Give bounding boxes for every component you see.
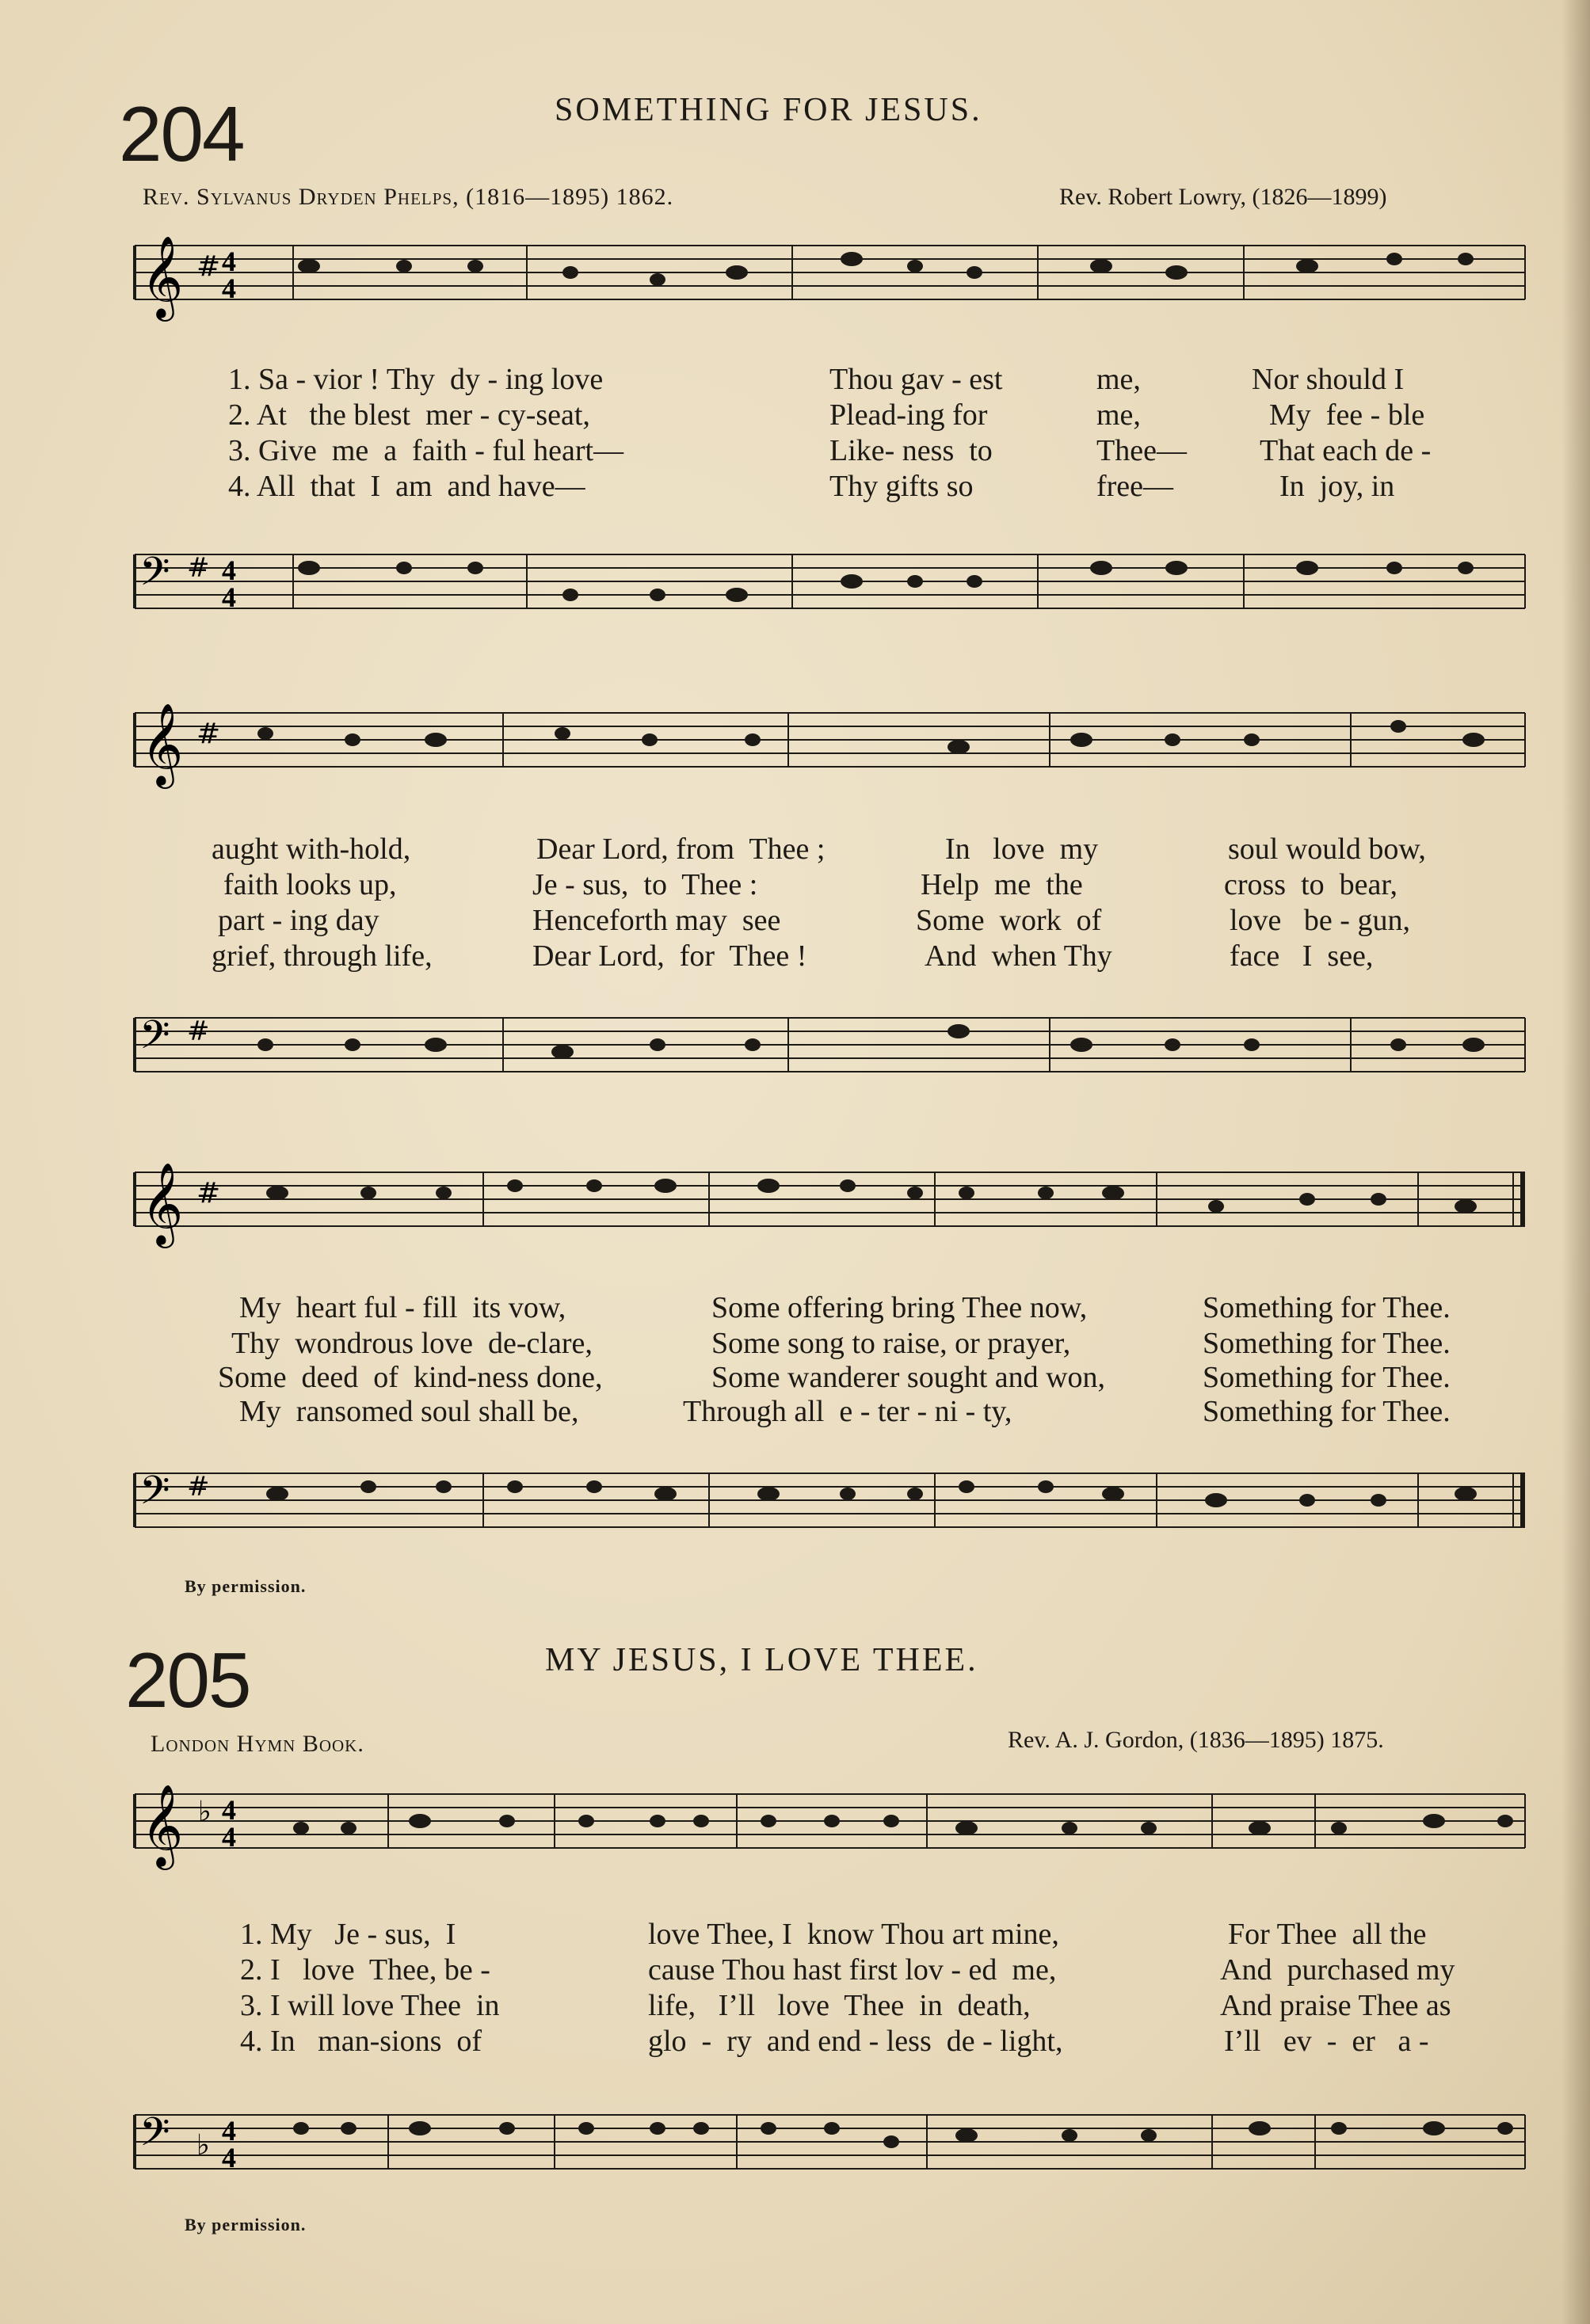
hymn-204-verse-4-line-1d: In joy, in <box>1279 470 1395 503</box>
hymn-204-verse-1-line-1a: 1. Sa - vior ! Thy dy - ing love <box>228 363 604 396</box>
hymn-204-permission: By permission. <box>185 1576 307 1596</box>
hymn-204-verse-3-line-3c: Something for Thee. <box>1203 1361 1451 1394</box>
hymn-204-verse-2-line-3c: Something for Thee. <box>1203 1327 1451 1360</box>
hymn-205-verse-4-b: glo - ry and end - less de - light, <box>648 2025 1063 2058</box>
hymn-204-verse-3-line-1c: Thee— <box>1096 434 1187 467</box>
hymn-204-title: SOMETHING FOR JESUS. <box>555 92 982 128</box>
svg-text:4: 4 <box>222 554 236 586</box>
hymn-204-verse-2-line-1d: My fee - ble <box>1269 398 1425 432</box>
hymn-204-verse-1-line-2d: soul would bow, <box>1228 832 1426 866</box>
svg-text:4: 4 <box>222 2115 236 2147</box>
hymn-204-verse-4-line-2b: Dear Lord, for Thee ! <box>532 939 807 973</box>
hymn-204-system-1-treble-staff <box>135 235 1529 325</box>
hymn-204-verse-4-line-3b: Through all e - ter - ni - ty, <box>683 1395 1012 1428</box>
svg-text:𝄞: 𝄞 <box>141 1784 184 1867</box>
hymn-205-verse-3-c: And praise Thee as <box>1220 1989 1451 2022</box>
svg-text:♭: ♭ <box>196 2129 210 2162</box>
hymn-204-verse-3-line-2b: Henceforth may see <box>532 904 781 937</box>
svg-text:#: # <box>187 1471 210 1503</box>
svg-text:♭: ♭ <box>198 1796 212 1828</box>
hymn-204-verse-4-line-3a: My ransomed soul shall be, <box>239 1395 579 1428</box>
hymn-204-verse-4-line-1c: free— <box>1096 470 1174 503</box>
hymn-204-number: 204 <box>119 90 244 177</box>
hymn-205-verse-3-b: life, I’ll love Thee in death, <box>648 1989 1031 2022</box>
svg-text:4: 4 <box>222 1794 236 1826</box>
hymn-205-bass-staff <box>135 2107 1529 2194</box>
svg-text:𝄢: 𝄢 <box>139 1012 170 1068</box>
hymn-204-verse-1-line-1b: Thou gav - est <box>829 363 1003 396</box>
svg-text:#: # <box>196 250 221 283</box>
svg-text:4: 4 <box>222 272 236 304</box>
hymn-204-verse-3-line-1d: That each de - <box>1260 434 1432 467</box>
hymn-204-verse-4-line-2c: And when Thy <box>925 939 1112 973</box>
hymn-204-verse-2-line-3b: Some song to raise, or prayer, <box>711 1327 1071 1360</box>
svg-text:𝄢: 𝄢 <box>139 549 170 604</box>
hymn-204-verse-1-line-3a: My heart ful - fill its vow, <box>239 1291 566 1324</box>
svg-text:4: 4 <box>222 1821 236 1853</box>
hymn-205-verse-1-b: love Thee, I know Thou art mine, <box>648 1918 1059 1951</box>
svg-text:4: 4 <box>222 581 236 613</box>
hymn-204-verse-2-line-2a: faith looks up, <box>223 868 397 901</box>
hymn-204-system-2-bass-staff <box>135 1010 1529 1097</box>
hymn-205-verse-2-b: cause Thou hast first lov - ed me, <box>648 1953 1057 1987</box>
hymn-204-verse-1-line-1c: me, <box>1096 363 1141 396</box>
hymn-204-verse-3-line-2d: love be - gun, <box>1230 904 1410 937</box>
hymn-204-verse-1-line-3c: Something for Thee. <box>1203 1291 1451 1324</box>
svg-text:#: # <box>196 1177 221 1210</box>
hymn-204-verse-2-line-2c: Help me the <box>921 868 1083 901</box>
hymn-204-verse-3-line-1b: Like- ness to <box>829 434 993 467</box>
svg-text:𝄞: 𝄞 <box>141 235 184 318</box>
hymn-204-verse-3-line-2c: Some work of <box>916 904 1102 937</box>
hymn-205-permission: By permission. <box>185 2215 307 2234</box>
hymn-204-verse-1-line-1d: Nor should I <box>1252 363 1405 396</box>
hymn-204-verse-4-line-3c: Something for Thee. <box>1203 1395 1451 1428</box>
svg-text:4: 4 <box>222 246 236 277</box>
hymn-204-verse-1-line-2c: In love my <box>945 832 1099 866</box>
hymn-205-verse-2-a: 2. I love Thee, be - <box>240 1953 490 1987</box>
svg-text:𝄞: 𝄞 <box>141 1162 184 1245</box>
svg-text:𝄢: 𝄢 <box>139 1468 170 1523</box>
hymn-205-verse-1-a: 1. My Je - sus, I <box>240 1918 456 1951</box>
hymn-205-number: 205 <box>125 1636 250 1724</box>
hymn-205-treble-staff <box>135 1786 1529 1873</box>
hymn-204-verse-2-line-3a: Thy wondrous love de-clare, <box>231 1327 593 1360</box>
hymn-204-verse-4-line-1b: Thy gifts so <box>829 470 974 503</box>
hymn-205-verse-1-c: For Thee all the <box>1228 1918 1427 1951</box>
hymn-205-verse-2-c: And purchased my <box>1220 1953 1455 1987</box>
svg-text:#: # <box>196 718 221 750</box>
svg-text:#: # <box>187 1015 210 1047</box>
hymn-204-verse-3-line-3b: Some wanderer sought and won, <box>711 1361 1106 1394</box>
hymn-204-verse-2-line-2d: cross to bear, <box>1224 868 1398 901</box>
hymn-205-verse-4-a: 4. In man-sions of <box>240 2025 482 2058</box>
hymn-204-verse-4-line-2d: face I see, <box>1230 939 1374 973</box>
hymn-204-verse-2-line-2b: Je - sus, to Thee : <box>532 868 758 901</box>
hymn-205-title: MY JESUS, I LOVE THEE. <box>545 1642 978 1678</box>
hymn-205-verse-3-a: 3. I will love Thee in <box>240 1989 500 2022</box>
svg-text:𝄢: 𝄢 <box>139 2109 170 2165</box>
svg-text:𝄞: 𝄞 <box>141 703 184 786</box>
hymn-204-verse-3-line-3a: Some deed of kind-ness done, <box>218 1361 603 1394</box>
hymn-204-verse-3-line-1a: 3. Give me a faith - ful heart— <box>228 434 624 467</box>
hymn-204-verse-1-line-3b: Some offering bring Thee now, <box>711 1291 1088 1324</box>
hymn-205-music-credit: Rev. A. J. Gordon, (1836—1895) 1875. <box>1008 1727 1384 1753</box>
hymn-204-verse-2-line-1b: Plead-ing for <box>829 398 988 432</box>
hymn-205-words-credit: London Hymn Book. <box>151 1731 364 1757</box>
hymn-204-words-credit: Rev. Sylvanus Dryden Phelps, (1816—1895) 1862. <box>143 184 674 210</box>
hymn-204-music-credit: Rev. Robert Lowry, (1826—1899) <box>1059 184 1387 210</box>
hymn-204-verse-1-line-2a: aught with-hold, <box>212 832 411 866</box>
page-binding-shadow <box>1561 0 1590 2324</box>
hymn-204-verse-4-line-1a: 4. All that I am and have— <box>228 470 585 503</box>
hymn-204-system-3-bass-staff <box>135 1465 1529 1553</box>
hymn-204-verse-2-line-1a: 2. At the blest mer - cy-seat, <box>228 398 590 432</box>
hymn-204-system-2-treble-staff <box>135 705 1529 792</box>
hymn-204-system-1-bass-staff <box>135 547 1529 634</box>
hymn-204-verse-4-line-2a: grief, through life, <box>212 939 433 973</box>
hymn-204-system-3-treble-staff <box>135 1164 1529 1252</box>
hymn-204-verse-1-line-2b: Dear Lord, from Thee ; <box>536 832 826 866</box>
svg-text:4: 4 <box>222 2142 236 2174</box>
svg-text:#: # <box>187 552 210 584</box>
hymn-204-verse-2-line-1c: me, <box>1096 398 1141 432</box>
hymn-205-verse-4-c: I’ll ev - er a - <box>1224 2025 1429 2058</box>
hymn-204-verse-3-line-2a: part - ing day <box>218 904 379 937</box>
